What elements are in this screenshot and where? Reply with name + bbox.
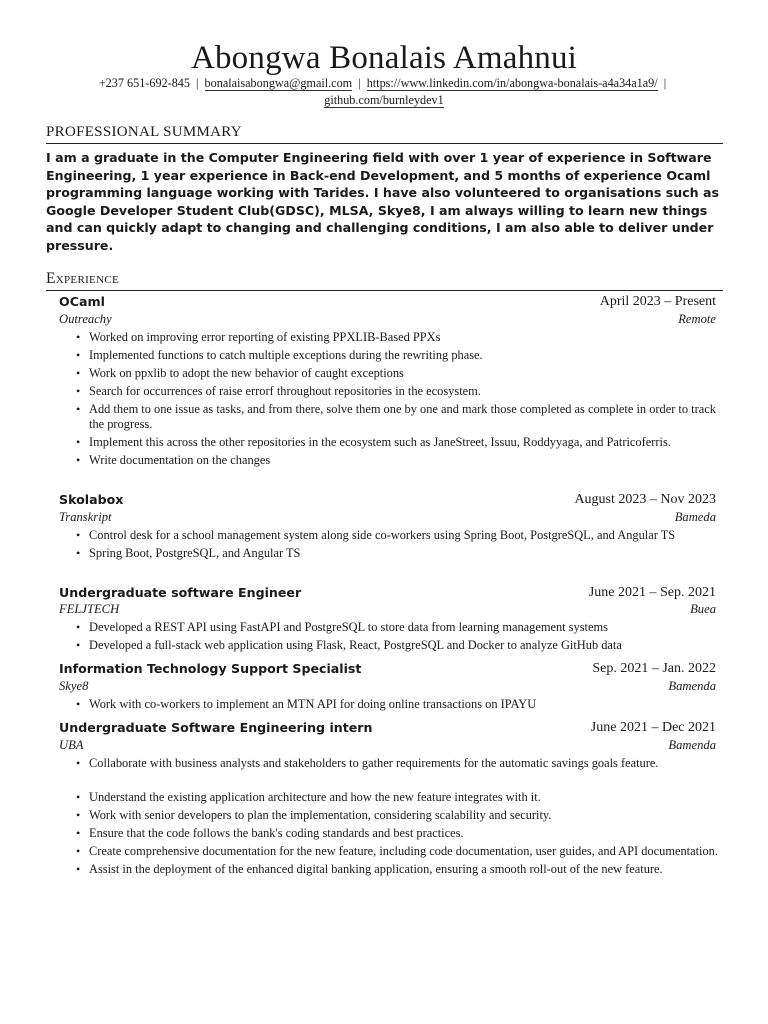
job-role: Outreachy: [59, 312, 112, 326]
job-role: FELJTECH: [59, 602, 120, 616]
list-item: • Create comprehensive documentation for the new feature, including code documentation, user guides, and API documentation.: [75, 844, 735, 859]
job-bullets: [75, 756, 735, 880]
contact-line: [60, 75, 708, 109]
list-item: • Search for occurrences of raise errorf throughout repositories in the ecosystem.: [75, 384, 725, 399]
separator: |: [196, 76, 199, 90]
email-link[interactable]: bonalaisabongwa@gmail.com: [204, 76, 353, 90]
list-item: • Developed a REST API using FastAPI and PostgreSQL to store data from learning management systems: [75, 620, 725, 635]
summary-text: I am a graduate in the Computer Engineering field with over 1 year of experience in Software Engineering, 1 year experience in Back-end Development, and 5 months of experience Ocaml programming language working with Tarides. I have also volunteered to organisations such as Google Developer Student Club(GDSC), MLSA, Skye8, I am always willing to learn new things and can quickly adapt to changing and challenging conditions, I am also able to deliver under pressure.: [46, 150, 720, 253]
job-location: Bamenda: [668, 679, 716, 693]
list-item: • Add them to one issue as tasks, and from there, solve them one by one and mark those completed as complete in order to track the progress.: [75, 402, 725, 432]
separator: |: [663, 76, 667, 90]
job-subheader: [59, 738, 716, 753]
summary-heading: PROFESSIONAL SUMMARY: [46, 123, 723, 144]
candidate-name: Abongwa Bonalais Amahnui: [190, 40, 578, 76]
job-dates: August 2023 – Nov 2023: [574, 492, 716, 507]
experience-heading: Experience: [46, 270, 723, 291]
linkedin-link[interactable]: https://www.linkedin.com/in/abongwa-bonalais-a4a34a1a9/: [366, 76, 658, 90]
list-item: • Implemented functions to catch multiple exceptions during the rewriting phase.: [75, 348, 725, 363]
job-subheader: [59, 312, 716, 327]
phone-number: +237 651-692-845: [98, 76, 190, 90]
job-role: Transkript: [59, 510, 112, 524]
job-dates: Sep. 2021 – Jan. 2022: [592, 661, 716, 676]
list-item: • Understand the existing application architecture and how the new feature integrates with it.: [75, 790, 735, 805]
job-company: Undergraduate software Engineer: [59, 585, 302, 600]
job-company: Information Technology Support Specialist: [59, 661, 362, 676]
list-item: • Work on ppxlib to adopt the new behavior of caught exceptions: [75, 366, 725, 381]
list-item: • Ensure that the code follows the bank's coding standards and best practices.: [75, 826, 735, 841]
list-item: • Spring Boot, PostgreSQL, and Angular TS: [75, 546, 725, 561]
job-dates: June 2021 – Dec 2021: [590, 720, 716, 735]
list-item: • Write documentation on the changes: [75, 453, 725, 468]
job-header: [59, 492, 716, 508]
list-item: • Developed a full-stack web application using Flask, React, PostgreSQL and Docker to analyze GitHub data: [75, 638, 725, 653]
job-role: UBA: [59, 738, 84, 752]
list-item: • Control desk for a school management system along side co-workers using Spring Boot, PostgreSQL, and Angular TS: [75, 528, 725, 543]
job-bullets: [75, 528, 725, 564]
list-item: • Implement this across the other repositories in the ecosystem such as JaneStreet, Issuu, Roddyyaga, and Patricoferris.: [75, 435, 725, 450]
job-subheader: [59, 679, 716, 694]
separator: |: [358, 76, 361, 90]
job-dates: June 2021 – Sep. 2021: [588, 585, 716, 600]
job-company: Undergraduate Software Engineering intern: [59, 720, 373, 735]
github-link[interactable]: github.com/burnleydev1: [324, 93, 444, 107]
job-role: Skye8: [59, 679, 89, 693]
job-header: [59, 661, 716, 677]
job-subheader: [59, 510, 716, 525]
job-location: Bameda: [674, 510, 716, 524]
job-header: [59, 720, 716, 736]
job-location: Bamenda: [668, 738, 716, 752]
job-header: [59, 585, 716, 601]
list-item: • Work with co-workers to implement an MTN API for doing online transactions on IPAYU: [75, 697, 725, 712]
job-bullets: [75, 620, 725, 656]
job-header: [59, 294, 716, 310]
job-bullets: [75, 330, 725, 471]
job-dates: April 2023 – Present: [599, 294, 716, 309]
job-company: OCaml: [59, 294, 105, 309]
job-bullets: [75, 697, 725, 715]
list-item: • Assist in the deployment of the enhanced digital banking application, ensuring a smooth roll-out of the new feature.: [75, 862, 735, 877]
list-item: • Work with senior developers to plan the implementation, considering scalability and security.: [75, 808, 735, 823]
job-location: Buea: [690, 602, 716, 616]
job-location: Remote: [678, 312, 716, 326]
job-company: Skolabox: [59, 492, 124, 507]
list-item: • Worked on improving error reporting of existing PPXLIB-Based PPXs: [75, 330, 725, 345]
list-item: • Collaborate with business analysts and stakeholders to gather requirements for the automatic savings goals feature.: [75, 756, 735, 771]
job-subheader: [59, 602, 716, 617]
